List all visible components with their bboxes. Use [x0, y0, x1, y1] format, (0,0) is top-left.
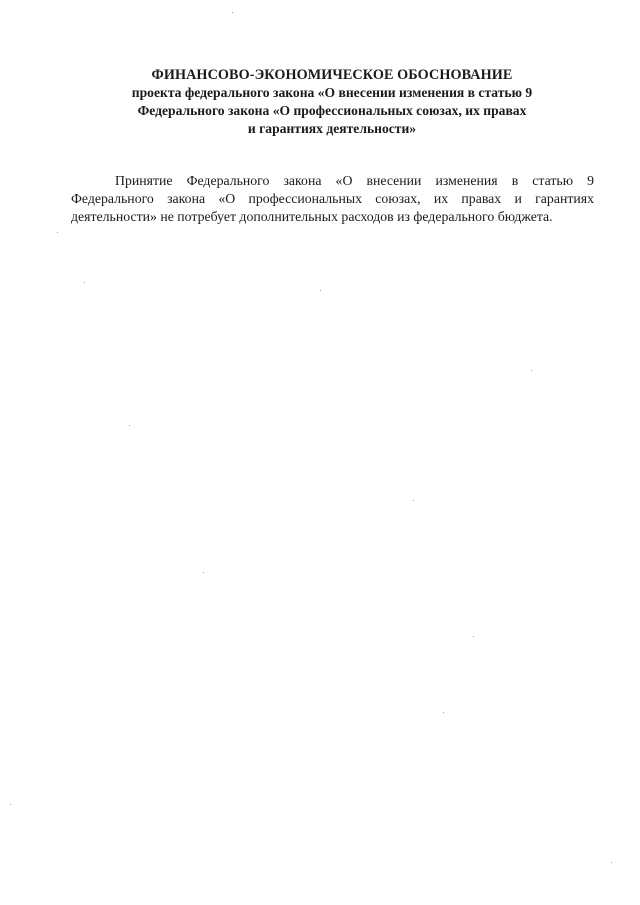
document-title: ФИНАНСОВО-ЭКОНОМИЧЕСКОЕ ОБОСНОВАНИЕ	[151, 67, 513, 83]
scan-speck	[129, 425, 130, 426]
body-paragraph: Принятие Федерального закона «О внесении изменения в статью 9 Федерального закона «О профессиональных союзах, их правах и гарантиях деятельности» не потребует дополнительных расходов из федерального бюджета.	[71, 173, 594, 225]
scan-speck	[10, 804, 11, 805]
scan-speck	[57, 232, 58, 233]
subtitle-line: и гарантиях деятельности»	[247, 121, 417, 136]
scan-speck	[611, 862, 612, 863]
scan-speck	[413, 500, 414, 501]
scan-speck	[473, 636, 474, 637]
scan-speck	[531, 370, 532, 371]
scan-speck	[203, 572, 204, 573]
scan-speck	[443, 712, 444, 713]
document-heading	[70, 66, 594, 138]
scan-speck	[320, 290, 321, 291]
scan-speck	[232, 12, 233, 13]
subtitle-line: Федерального закона «О профессиональных союзах, их правах	[137, 103, 527, 118]
scan-speck	[84, 282, 85, 283]
subtitle-line: проекта федерального закона «О внесении изменения в статью 9	[131, 85, 533, 100]
